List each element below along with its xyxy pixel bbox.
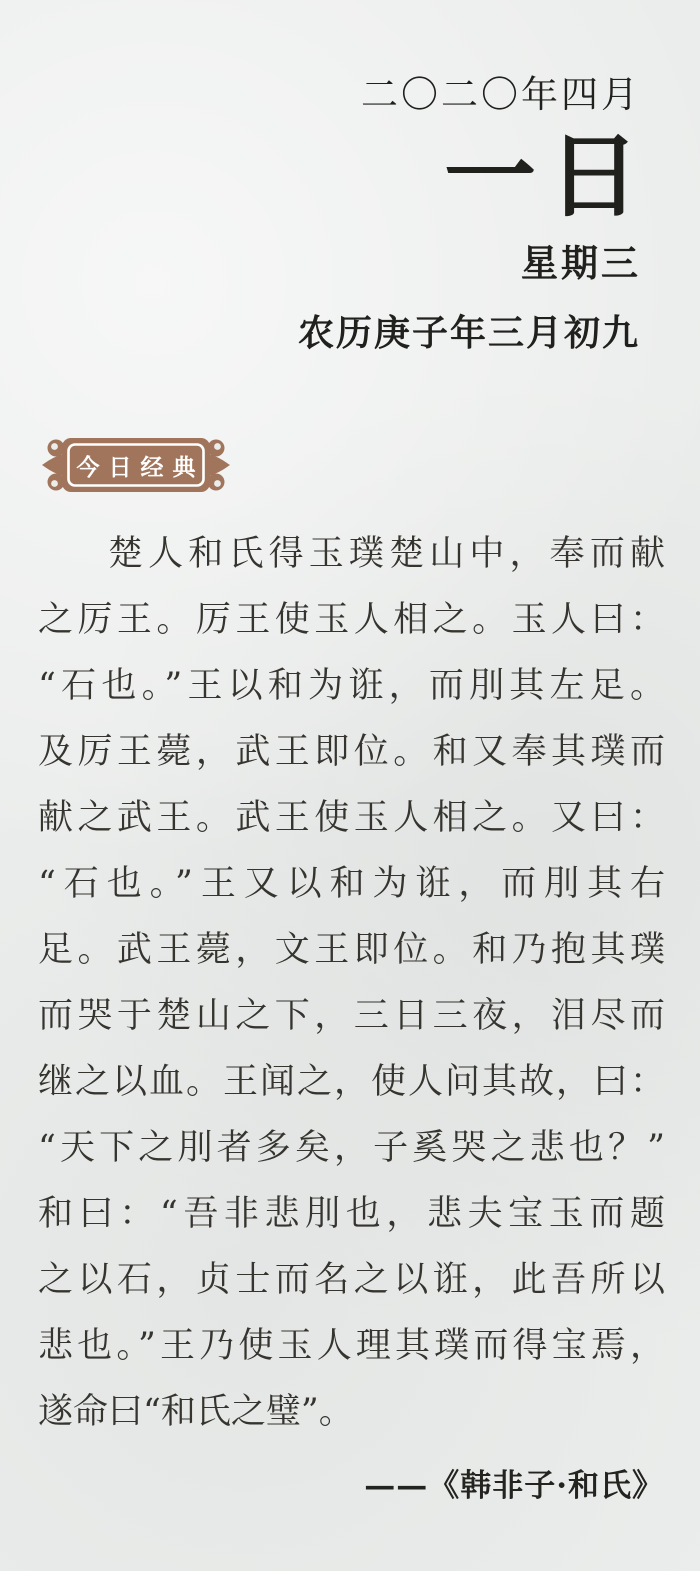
classic-text-line: 继之以血。王闻之，使人问其故，曰： [38, 1062, 665, 1102]
classic-text-line: 足。武王薨，文王即位。和乃抱其璞 [38, 930, 665, 970]
classic-text-line: “石也。”王又以和为诳，而刖其右 [38, 864, 665, 904]
classic-text-line: 和曰：“吾非悲刖也，悲夫宝玉而题 [38, 1194, 665, 1234]
classic-text-line: 之厉王。厉王使玉人相之。玉人曰： [38, 600, 665, 640]
classic-text-line: 楚人和氏得玉璞楚山中，奉而献 [108, 534, 665, 574]
classic-text [38, 521, 665, 1445]
classic-text-line: 遂命曰“和氏之璧”。 [38, 1392, 354, 1432]
classic-text-line: “天下之刖者多矣，子奚哭之悲也？” [38, 1128, 665, 1168]
classic-text-line: “石也。”王以和为诳，而刖其左足。 [38, 666, 665, 706]
day-number: 一日 [443, 122, 652, 230]
source-attribution: ——《韩非子·和氏》 [364, 1468, 664, 1504]
classic-text-line: 而哭于楚山之下，三日三夜，泪尽而 [38, 996, 665, 1036]
classic-text-line: 之以石，贞士而名之以诳，此吾所以 [38, 1260, 665, 1300]
gregorian-month: 二〇二〇年四月 [361, 73, 641, 116]
classic-text-line: 及厉王薨，武王即位。和又奉其璞而 [38, 732, 665, 772]
lunar-date: 农历庚子年三月初九 [297, 312, 640, 354]
today-classic-badge-label: 今日经典 [76, 453, 205, 481]
classic-text-line: 献之武王。武王使玉人相之。又曰： [38, 798, 665, 838]
weekday: 星期三 [521, 241, 641, 285]
classic-text-line: 悲也。”王乃使玉人理其璞而得宝焉， [38, 1326, 665, 1366]
today-classic-badge [40, 433, 232, 497]
